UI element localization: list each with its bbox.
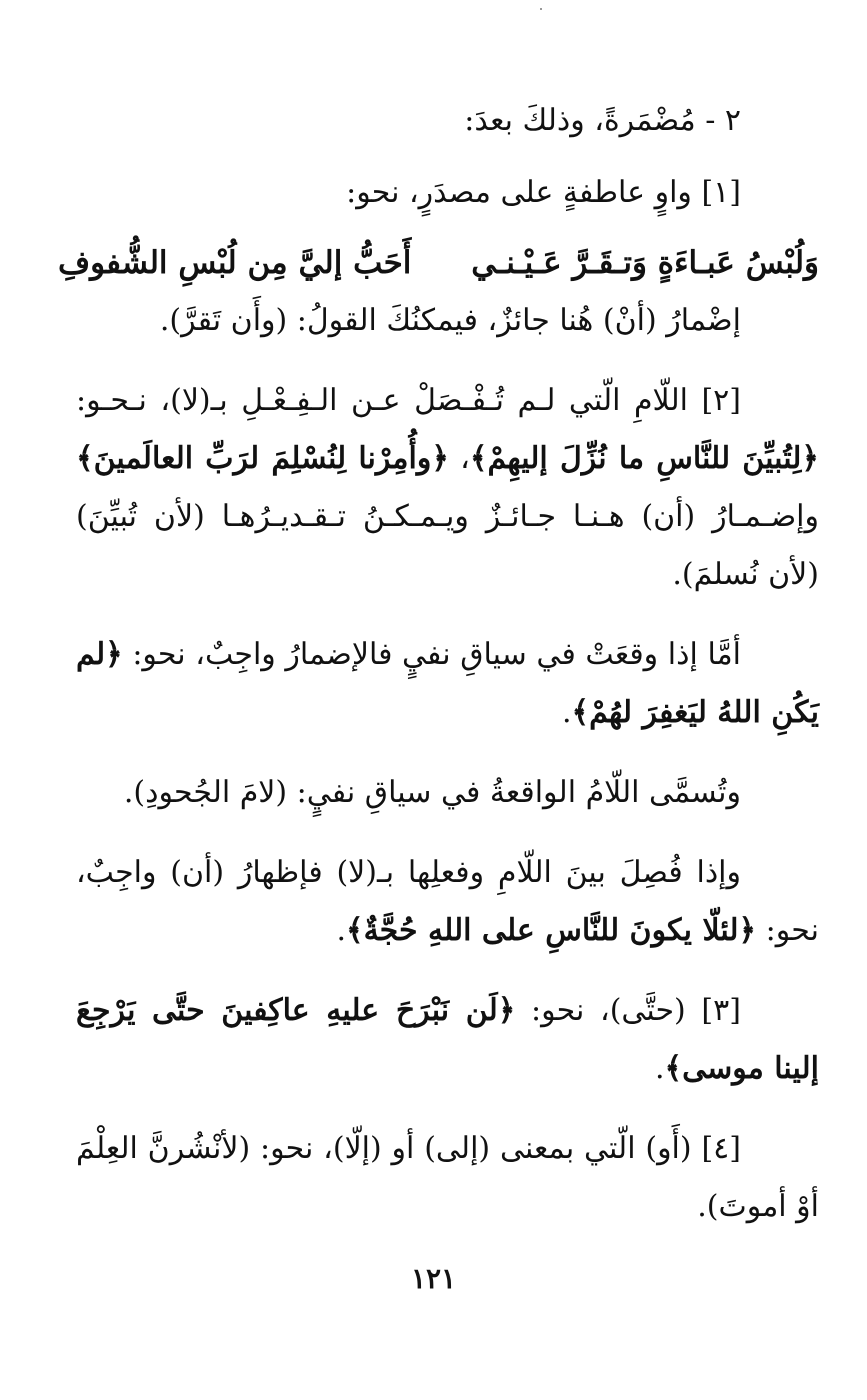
item3-end: .: [655, 1051, 665, 1086]
naming-paragraph: وتُسمَّى اللّامُ الواقعةُ في سياقِ نفيٍ: (لامَ الجُحودِ).: [123, 775, 741, 810]
quran-verse-negation: ﴿لم يَكُنِ اللهُ ليَغفِرَ لهُمْ﴾: [76, 637, 819, 730]
item2-note: وإضـمـارُ (أن) هـنـا جـائـزٌ ويـمـكـنُ تـقـديـرُهـا (لأن تُبيِّنَ) (لأن نُسلمَ).: [76, 499, 819, 592]
negation-paragraph: [76, 626, 819, 742]
verse-second-hemistich: أَحَبُّ إليَّ مِن لُبْسِ الشُّفوفِ: [58, 245, 412, 281]
scan-speck: [540, 8, 542, 10]
negation-text: أمَّا إذا وقعَتْ في سياقِ نفيٍ فالإضمارُ واجِبٌ، نحو:: [132, 637, 741, 672]
item4-paragraph: [٤] (أَو) الّتي بمعنى (إلى) أو (إلّا)، نحو: (لأنْشُرنَّ العِلْمَ أوْ أموتَ).: [76, 1131, 819, 1224]
quran-verse-2: ﴿وأُمِرْنا لِنُسْلِمَ لرَبِّ العالَمينَ﴾: [76, 441, 449, 476]
verse-separator: ،: [448, 441, 470, 476]
item1-intro: [١] واوٍ عاطفةٍ على مصدَرٍ، نحو:: [346, 175, 741, 210]
separated-paragraph: [76, 844, 819, 960]
poetry-verse: [58, 234, 819, 292]
text-column: [58, 92, 819, 1236]
verse-first-hemistich: وَلُبْسُ عَبـاءَةٍ وَتـقَـرَّ عَـيْـنـي: [471, 245, 819, 281]
separated-text: وإذا فُصِلَ بينَ اللّامِ وفعلِها بـ(لا) فإظهارُ (أن) واجِبٌ، نحو:: [76, 855, 819, 948]
item2-paragraph: [76, 372, 819, 604]
negation-end: .: [561, 695, 572, 730]
quran-verse-1: ﴿لِتُبيِّنَ للنَّاسِ ما نُزِّلَ إليهِمْ﴾: [469, 441, 819, 476]
item3-intro: [٣] (حتَّى)، نحو:: [531, 993, 741, 1028]
item3-paragraph: [76, 982, 819, 1098]
page-number: ١٢١: [410, 1262, 457, 1295]
quran-verse-item3: ﴿لَن نَبْرَحَ عليهِ عاكِفينَ حتَّى يَرْجِعَ إلينا موسى﴾: [76, 993, 819, 1086]
item1-note: إضْمارُ (أنْ) هُنا جائزٌ، فيمكنُكَ القولُ: (وأَن تَقرَّ).: [159, 303, 741, 338]
section-heading: ٢ - مُضْمَرةً، وذلكَ بعدَ:: [464, 103, 741, 138]
quran-verse-separated: ﴿لئلّا يكونَ للنَّاسِ على اللهِ حُجَّةٌ﴾: [345, 913, 757, 948]
item2-intro: [٢] اللّامِ الّتي لـم تُـفْـصَلْ عـن الـفِـعْـلِ بـ(لا)، نـحـو:: [76, 383, 741, 418]
separated-end: .: [336, 913, 346, 948]
